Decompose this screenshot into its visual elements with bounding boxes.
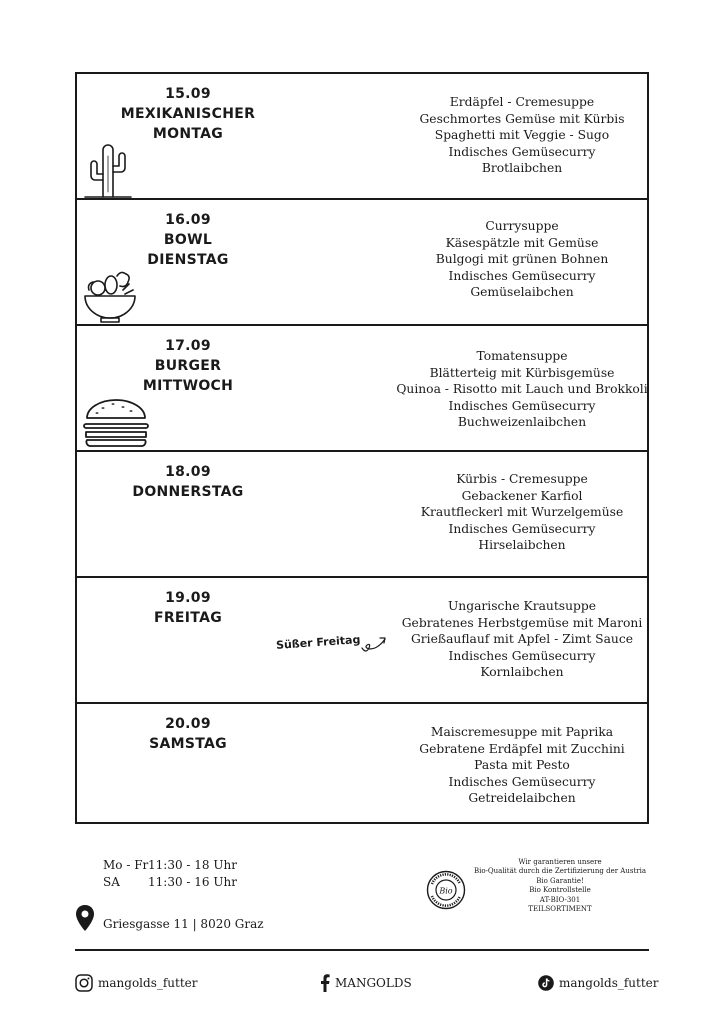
dish-item: Krautfleckerl mit Wurzelgemüse: [420, 505, 624, 519]
bio-line: Bio Kontrollstelle: [529, 886, 591, 895]
tiktok-link[interactable]: [538, 974, 659, 992]
dish-item: Brotlaibchen: [481, 161, 563, 175]
bio-seal-icon: [426, 870, 466, 910]
bio-guarantee-text: [470, 858, 650, 914]
day-row-saturday: [77, 704, 647, 830]
day-name: FREITAG: [153, 610, 222, 626]
dish-item: Maiscremesuppe mit Paprika: [430, 725, 614, 739]
dish-list: [377, 94, 667, 177]
dish-item: Ungarische Krautsuppe: [447, 599, 597, 613]
dish-item: Indisches Gemüsecurry: [448, 144, 596, 159]
dish-list: [377, 471, 667, 554]
day-title: [77, 714, 299, 754]
dish-item: Gebackener Karfiol: [461, 488, 583, 503]
dish-item: Indisches Gemüsecurry: [448, 774, 596, 789]
dish-item: Gebratene Erdäpfel mit Zucchini: [419, 741, 625, 756]
day-title: [77, 462, 299, 502]
tiktok-handle: mangolds_futter: [559, 976, 659, 990]
instagram-link[interactable]: [75, 974, 198, 992]
day-theme: MEXIKANISCHER: [120, 106, 256, 122]
day-title: [77, 588, 299, 628]
bio-line: AT-BIO-301: [539, 895, 581, 904]
day-name: DONNERSTAG: [132, 484, 244, 500]
dish-item: Kürbis - Cremesuppe: [456, 472, 588, 486]
bio-line: Wir garantieren unsere: [518, 858, 602, 866]
day-theme: BOWL: [163, 232, 213, 248]
dish-item: Bulgogi mit grünen Bohnen: [435, 252, 609, 266]
dish-item: Indisches Gemüsecurry: [448, 521, 596, 536]
dish-item: Gemüselaibchen: [470, 285, 574, 299]
bio-line: TEILSORTIMENT: [528, 905, 592, 914]
instagram-handle: mangolds_futter: [98, 976, 198, 990]
day-date: 18.09: [165, 464, 211, 480]
hours-weekday: [103, 858, 237, 872]
dish-item: Quinoa - Risotto mit Lauch und Brokkoli: [396, 382, 648, 396]
dish-item: Pasta mit Pesto: [474, 758, 570, 772]
bio-line: Bio Garantie!: [536, 876, 584, 885]
facebook-link[interactable]: [320, 974, 412, 992]
dish-item: Käsespätzle mit Gemüse: [445, 235, 599, 250]
day-date: 19.09: [165, 590, 211, 606]
bio-line: Bio-Qualität durch die Zertifizierung der Austria: [473, 867, 647, 876]
dish-item: Indisches Gemüsecurry: [448, 648, 596, 663]
day-title: [77, 210, 299, 270]
bowl-icon: [81, 268, 139, 324]
dish-item: Currysuppe: [485, 219, 559, 233]
dish-item: Spaghetti mit Veggie - Sugo: [434, 128, 610, 142]
hours-saturday-time: 11:30 - 16 Uhr: [148, 875, 237, 889]
dish-item: Gebratenes Herbstgemüse mit Maroni: [401, 615, 643, 630]
facebook-handle: MANGOLDS: [335, 976, 412, 990]
day-date: 17.09: [165, 338, 211, 354]
day-date: 20.09: [165, 716, 211, 732]
day-name: MONTAG: [152, 126, 224, 142]
dish-item: Geschmortes Gemüse mit Kürbis: [419, 111, 625, 126]
weekly-menu-table: [75, 72, 649, 824]
day-name: DIENSTAG: [147, 252, 229, 268]
dish-item: Grießauflauf mit Apfel - Zimt Sauce: [410, 632, 634, 646]
dish-item: Indisches Gemüsecurry: [448, 398, 596, 413]
hours-weekday-label: Mo - Fr: [103, 858, 149, 872]
day-row-wednesday: [77, 326, 647, 452]
dish-list: [377, 218, 667, 301]
day-title: [77, 336, 299, 396]
facebook-icon: [320, 974, 330, 992]
day-row-thursday: [77, 452, 647, 578]
address: Griesgasse 11 | 8020 Graz: [103, 917, 264, 931]
hours-saturday: [103, 875, 237, 889]
dish-list: [377, 598, 667, 681]
footer-divider: [75, 949, 649, 951]
cactus-icon: [83, 142, 133, 198]
day-row-tuesday: [77, 200, 647, 326]
day-title: [77, 84, 299, 144]
svg-text:Bio: Bio: [439, 886, 453, 896]
instagram-icon: [75, 974, 93, 992]
hours-saturday-label: SA: [103, 875, 120, 889]
location-pin-icon: [75, 904, 95, 932]
day-row-monday: [77, 74, 647, 200]
sweet-friday-text: Süßer Freitag: [275, 633, 361, 652]
day-theme: BURGER: [154, 358, 222, 374]
day-name: SAMSTAG: [149, 736, 227, 752]
day-date: 16.09: [165, 212, 211, 228]
hours-weekday-time: 11:30 - 18 Uhr: [148, 858, 237, 872]
dish-item: Erdäpfel - Cremesuppe: [449, 95, 595, 109]
dish-item: Hirselaibchen: [478, 538, 566, 552]
dish-item: Tomatensuppe: [476, 349, 568, 363]
dish-item: Getreidelaibchen: [468, 791, 576, 805]
dish-list: [377, 348, 667, 431]
dish-item: Kornlaibchen: [480, 665, 564, 679]
arrow-icon: [360, 634, 388, 654]
day-name: MITTWOCH: [142, 378, 234, 394]
dish-list: [377, 724, 667, 807]
dish-item: Indisches Gemüsecurry: [448, 268, 596, 283]
day-date: 15.09: [165, 86, 211, 102]
dish-item: Buchweizenlaibchen: [457, 415, 587, 429]
burger-icon: [83, 398, 149, 448]
dish-item: Blätterteig mit Kürbisgemüse: [429, 365, 615, 380]
tiktok-icon: [538, 975, 554, 991]
